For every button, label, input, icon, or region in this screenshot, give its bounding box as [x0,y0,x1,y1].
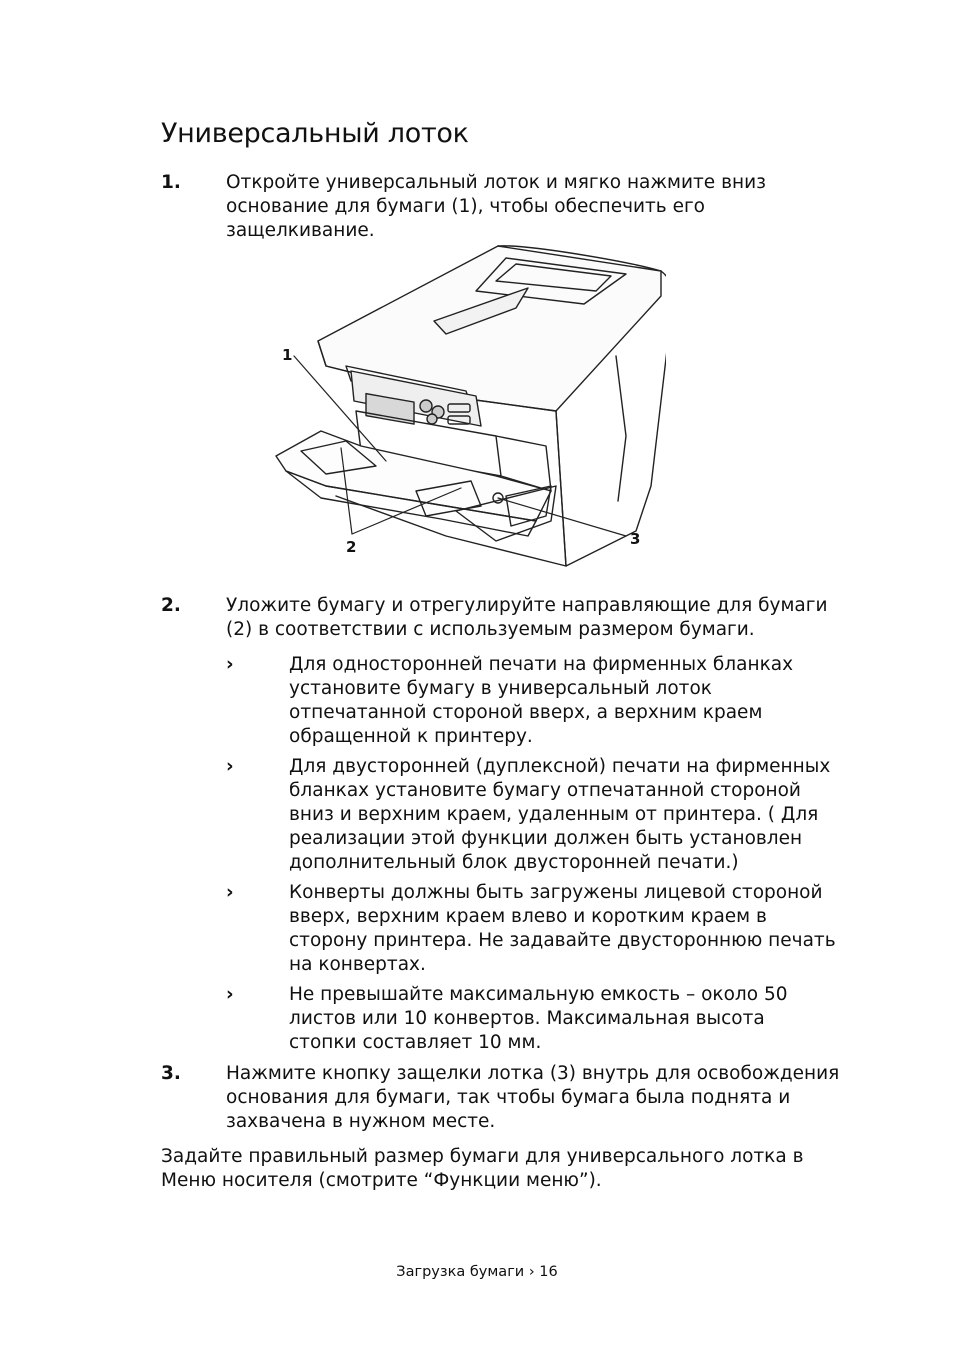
bullet-text: Для двусторонней (дуплексной) печати на фирменных бланках установите бумагу отпечатанной стороной вниз и верхним краем, удаленным от принтера. ( Для реализации этой функции должен быть установлен дополнительный блок двусторонней печати.) [289,756,831,873]
step-number: 1. [161,172,181,193]
step-3 [161,1062,841,1134]
printer-icon [266,236,666,581]
bullet-item [226,881,836,977]
bullet-item [226,653,836,749]
bullet-text: Конверты должны быть загружены лицевой стороной вверх, верхним краем влево и коротким краем в сторону принтера. Не задавайте двустороннюю печать на конвертах. [289,882,836,975]
bullet-chevron-icon: › [226,756,234,777]
step-number: 3. [161,1063,181,1084]
callout-1: 1 [282,346,293,364]
bullet-chevron-icon: › [226,654,234,675]
step-2 [161,594,841,642]
callout-3: 3 [630,530,641,548]
step-text: Уложите бумагу и отрегулируйте направляющие для бумаги (2) в соответствии с используемым размером бумаги. [226,595,828,640]
bullet-chevron-icon: › [226,882,234,903]
bullet-text: Не превышайте максимальную емкость – около 50 листов или 10 конвертов. Максимальная высота стопки составляет 10 мм. [289,984,788,1053]
bullet-item [226,755,836,875]
step-1 [161,171,841,243]
step-number: 2. [161,595,181,616]
page-footer: Загрузка бумаги › 16 [396,1264,558,1280]
step-text: Нажмите кнопку защелки лотка (3) внутрь для освобождения основания для бумаги, так чтобы бумага была поднята и захвачена в нужном месте. [226,1063,840,1132]
callout-2: 2 [346,538,357,556]
bullet-chevron-icon: › [226,984,234,1005]
step-text: Откройте универсальный лоток и мягко нажмите вниз основание для бумаги (1), чтобы обеспечить его защелкивание. [226,172,766,241]
bullet-text: Для односторонней печати на фирменных бланках установите бумагу в универсальный лоток отпечатанной стороной вверх, а верхним краем обращенной к принтеру. [289,654,794,747]
closing-paragraph: Задайте правильный размер бумаги для универсального лотка в Меню носителя (смотрите “Функции меню”). [161,1146,804,1191]
bullet-item [226,983,836,1055]
printer-illustration [266,236,666,581]
page-title: Универсальный лоток [161,118,469,149]
